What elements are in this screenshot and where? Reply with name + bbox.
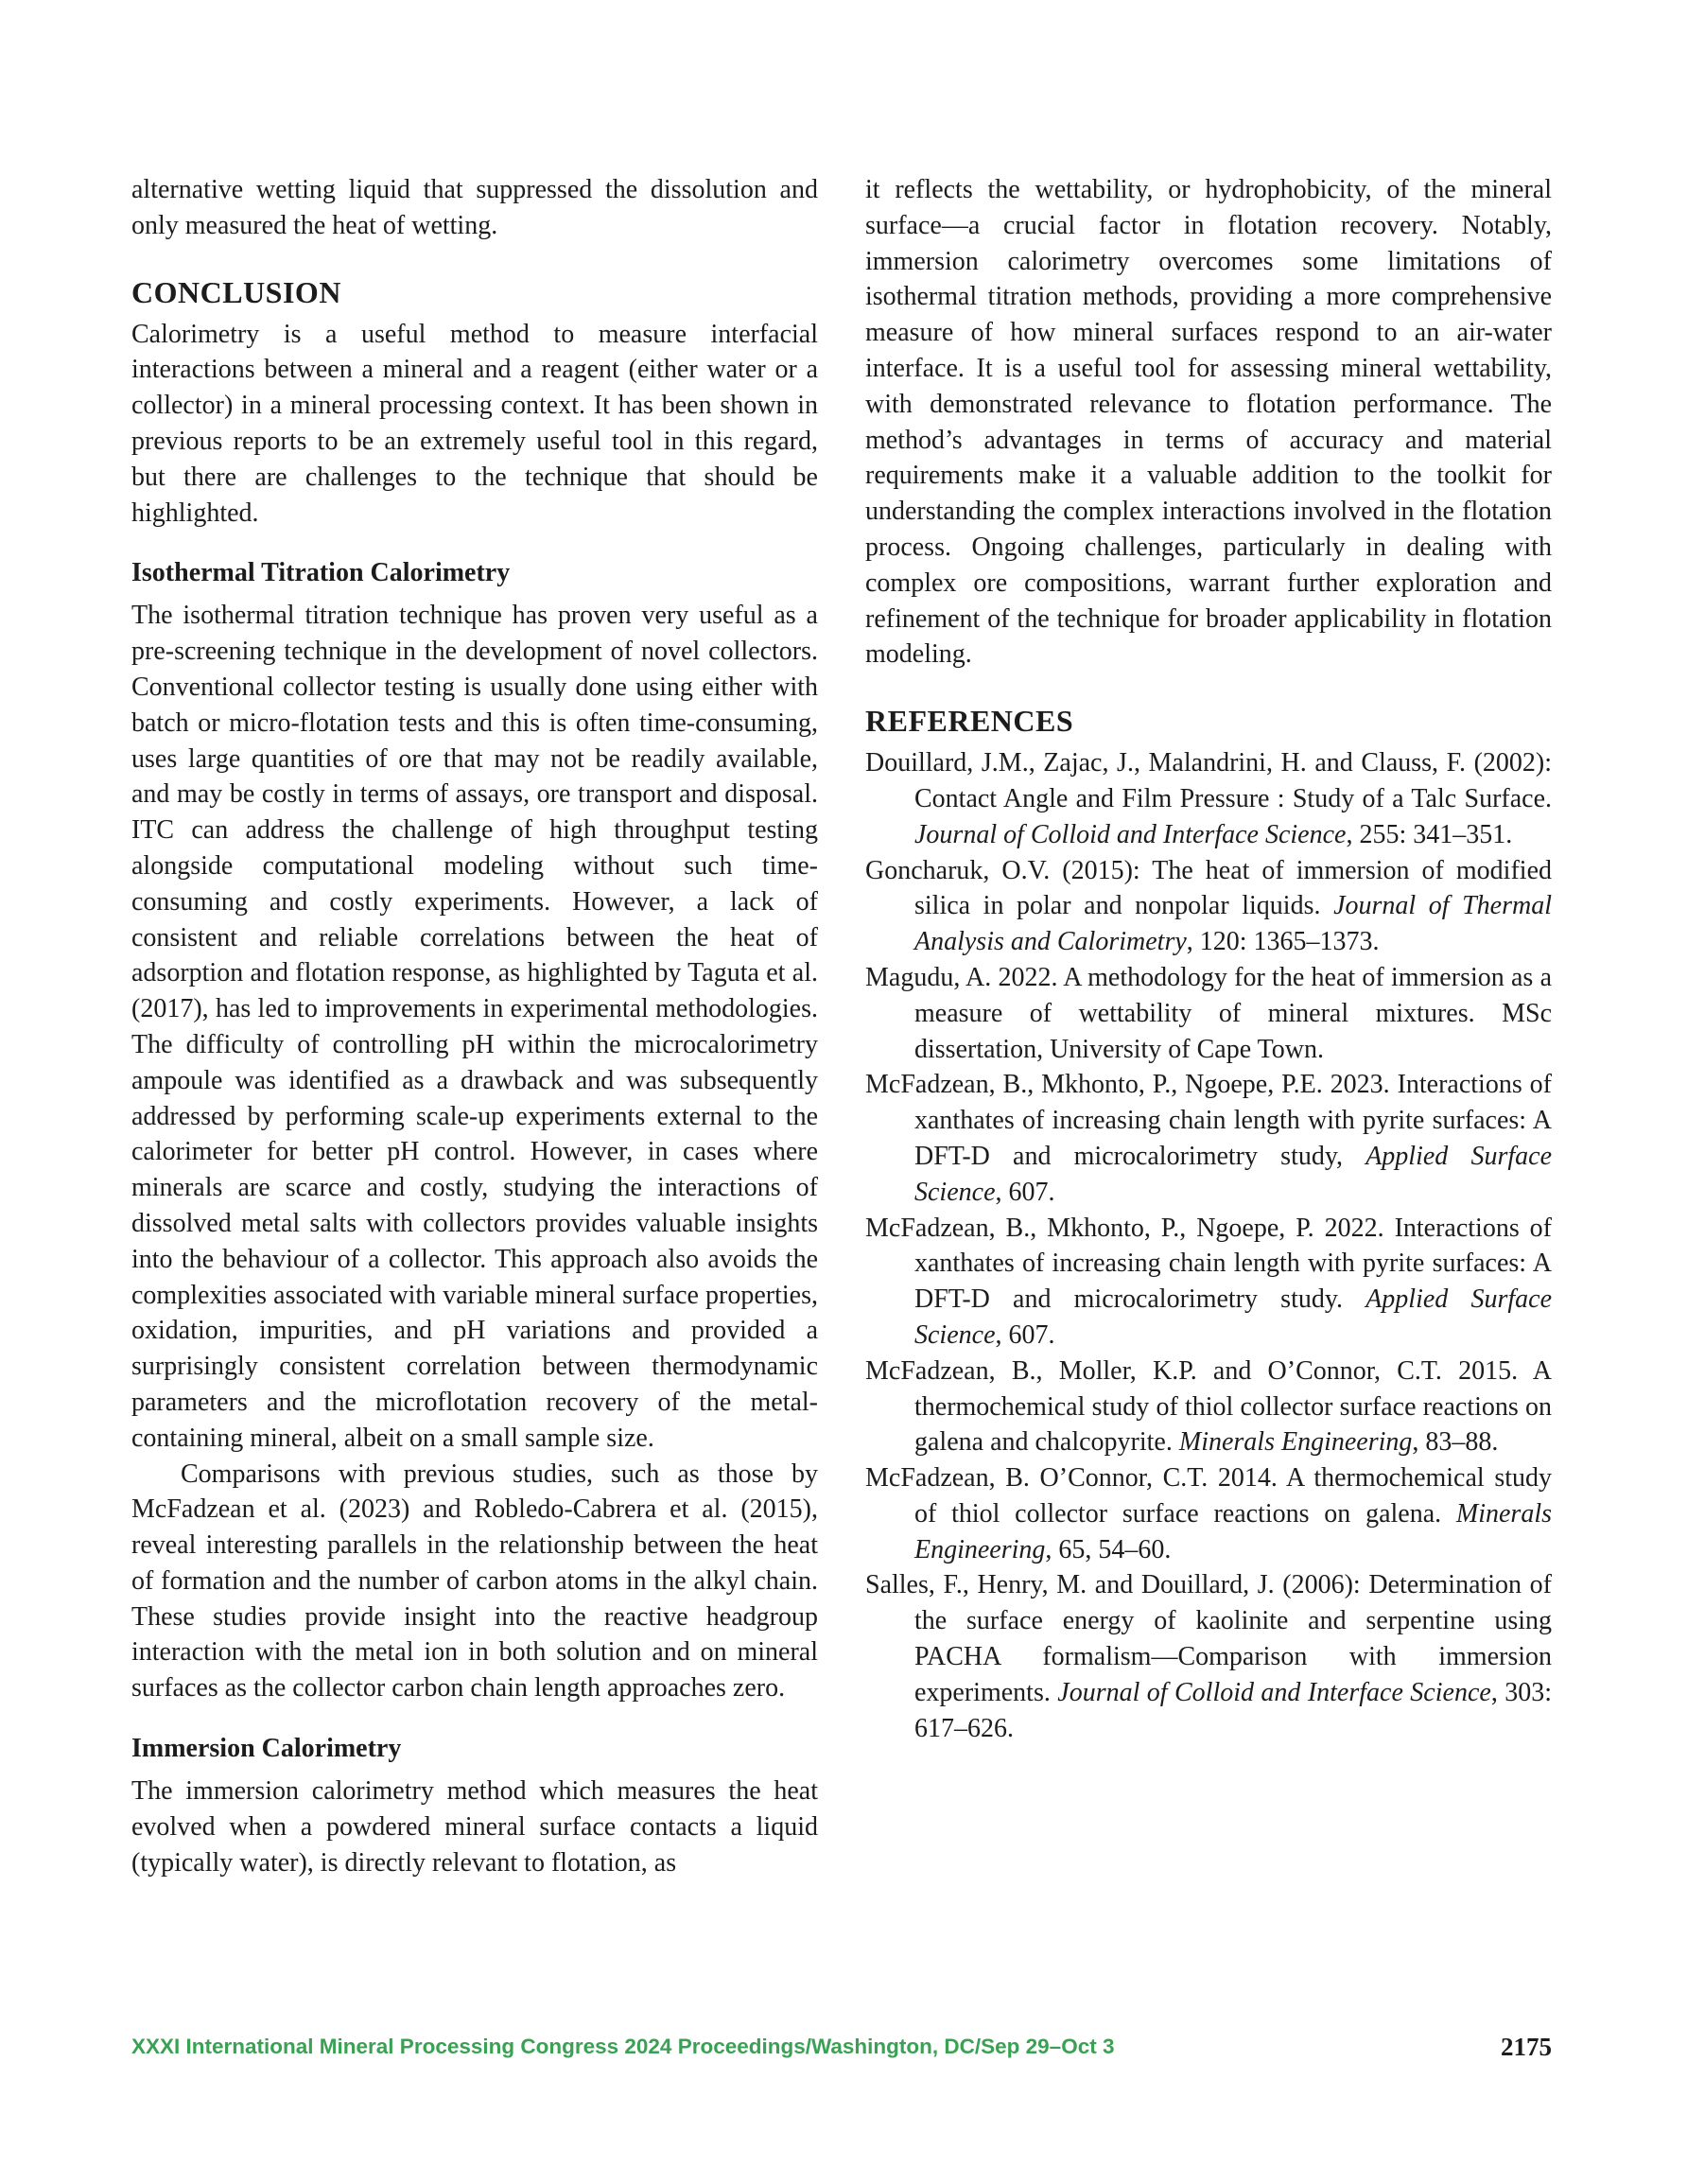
journal-name: Minerals Engineering (914, 1498, 1552, 1564)
journal-name: Journal of Colloid and Interface Science (914, 819, 1347, 849)
itc-paragraph: The isothermal titration technique has proven very useful as a pre-screening technique in the development of novel collectors. Conventional collector testing is usually done using either with batch or micro-flotation tests and this is often time-consuming, uses large quantities of ore that may not be readily available, and may be costly in terms of assays, ore transport and disposal. ITC can address the challenge of high throughput testing alongside computational modeling without such time-consuming and costly experiments. However, a lack of consistent and reliable correlations between the heat of adsorption and flotation response, as highlighted by Taguta et al. (2017), has led to improvements in experimental methodologies. The difficulty of controlling pH within the microcalorimetry ampoule was identified as a drawback and was subsequently addressed by performing scale-up experiments external to the calorimeter for better pH control. However, in cases where minerals are scarce and costly, studying the interactions of dissolved metal salts with collectors provides valuable insights into the behaviour of a collector. This approach also avoids the complexities associated with variable mineral surface properties, oxidation, impurities, and pH variations and provided a surprisingly consistent correlation between thermodynamic parameters and the microflotation recovery of the metal-containing mineral, albeit on a small sample size. (131, 601, 818, 1453)
reference-item: Salles, F., Henry, M. and Douillard, J. (2006): Determination of the surface energy of kaolinite and serpentine using PACHA formalism—Comparison with immersion experiments. Journal of Colloid and Interface Science, 303: 617–626. (865, 1570, 1553, 1743)
journal-name: Applied Surface Science (914, 1284, 1552, 1350)
journal-name: Minerals Engineering (1178, 1427, 1413, 1458)
left-column (131, 172, 818, 1880)
reference-item: Goncharuk, O.V. (2015): The heat of immersion of modified silica in polar and nonpolar liquids. Journal of Thermal Analysis and Calorimetry, 120: 1365–1373. (865, 855, 1552, 957)
reference-list (865, 745, 1552, 1746)
reference-item: McFadzean, B., Mkhonto, P., Ngoepe, P. 2022. Interactions of xanthates of increasing chain length with pyrite surfaces: A DFT-D and microcalorimetry study. Applied Surface Science, 607. (865, 1213, 1552, 1350)
conclusion-paragraph: Calorimetry is a useful method to measure interfacial interactions between a mineral and a reagent (either water or a collector) in a mineral processing context. It has been shown in previous reports to be an extremely useful tool in this regard, but there are challenges to the technique that should be highlighted. (131, 319, 818, 528)
conclusion-heading: CONCLUSION (131, 274, 341, 309)
reference-item: Douillard, J.M., Zajac, J., Malandrini, H. and Clauss, F. (2002): Contact Angle and Film Pressure : Study of a Talc Surface. Journal of Colloid and Interface Science, 255: 341–351. (865, 748, 1552, 849)
reference-item: Magudu, A. 2022. A methodology for the heat of immersion as a measure of wettability of mineral mixtures. MSc dissertation, University of Cape Town. (865, 962, 1552, 1064)
journal-name: Journal of Colloid and Interface Science (1057, 1677, 1491, 1707)
journal-name: Applied Surface Science (914, 1141, 1552, 1207)
proceedings-title: XXXI International Mineral Processing Congress 2024 Proceedings/Washington, DC/Sep 29–Oct 3 (131, 2035, 1115, 2058)
page-number: 2175 (1501, 2033, 1552, 2061)
immersion-paragraph-start: The immersion calorimetry method which measures the heat evolved when a powdered mineral surface contacts a liquid (typically water), is directly relevant to flotation, as (131, 1776, 818, 1878)
intro-paragraph: alternative wetting liquid that suppressed the dissolution and only measured the heat of wetting. (131, 175, 818, 240)
reference-item: McFadzean, B. O’Connor, C.T. 2014. A thermochemical study of thiol collector surface reactions on galena. Minerals Engineering, 65, 54–60. (865, 1463, 1552, 1564)
immersion-heading: Immersion Calorimetry (131, 1734, 402, 1764)
reference-item: McFadzean, B., Mkhonto, P., Ngoepe, P.E. 2023. Interactions of xanthates of increasing chain length with pyrite surfaces: A DFT-D and microcalorimetry study, Applied Surface Science, 607. (865, 1070, 1552, 1207)
itc-heading: Isothermal Titration Calorimetry (131, 558, 511, 588)
page-footer (131, 2030, 1552, 2064)
itc-paragraph-2: Comparisons with previous studies, such as those by McFadzean et al. (2023) and Robledo-Cabrera et al. (2015), reveal interesting parallels in the relationship between the heat of formation and the number of carbon atoms in the alkyl chain. These studies provide insight into the reactive headgroup interaction with the metal ion in both solution and on mineral surfaces as the collector carbon chain length approaches zero. (131, 1459, 818, 1704)
right-column (865, 172, 1552, 1746)
references-heading: REFERENCES (865, 704, 1074, 739)
immersion-paragraph-end: it reflects the wettability, or hydrophobicity, of the mineral surface—a crucial factor in flotation recovery. Notably, immersion calorimetry overcomes some limitations of isothermal titration methods, providing a more comprehensive measure of how mineral surfaces respond to an air-water interface. It is a useful tool for assessing mineral wettability, with demonstrated relevance to flotation performance. The method’s advantages in terms of accuracy and material requirements make it a valuable addition to the toolkit for understanding the complex interactions involved in the flotation process. Ongoing challenges, particularly in dealing with complex ore compositions, warrant further exploration and refinement of the technique for broader applicability in flotation modeling. (865, 175, 1552, 670)
journal-name: Journal of Thermal Analysis and Calorimetry (914, 891, 1552, 957)
reference-item: McFadzean, B., Moller, K.P. and O’Connor, C.T. 2015. A thermochemical study of thiol collector surface reactions on galena and chalcopyrite. Minerals Engineering, 83–88. (865, 1355, 1552, 1458)
